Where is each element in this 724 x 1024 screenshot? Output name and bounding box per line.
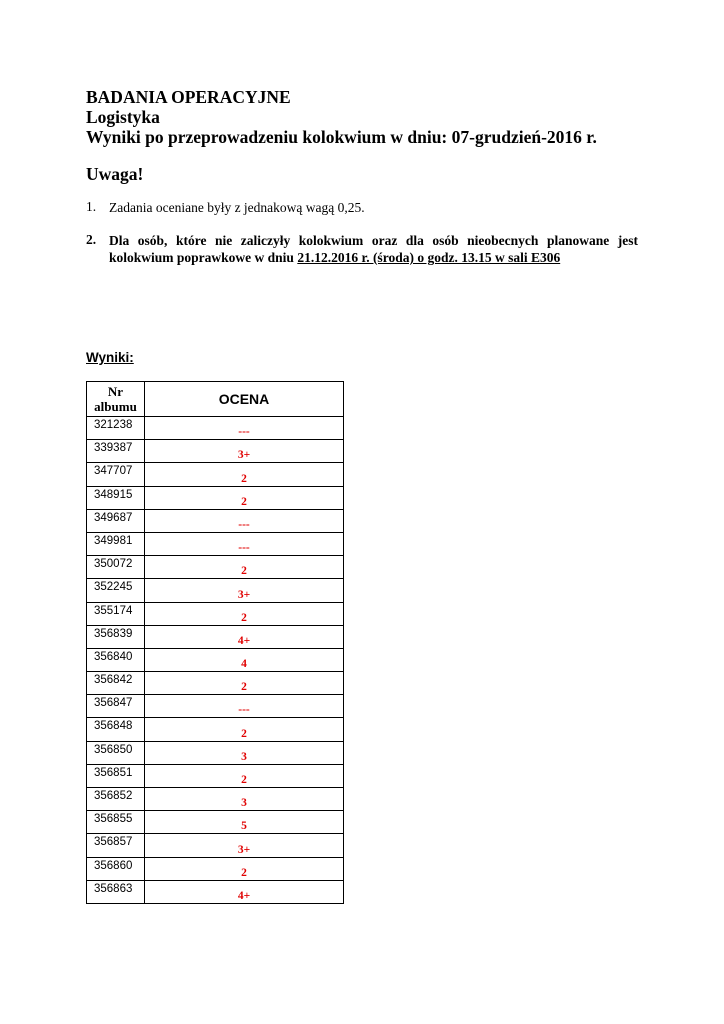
album-number-cell: 347707 xyxy=(87,463,145,486)
album-number-cell: 348915 xyxy=(87,486,145,509)
column-header-album-line2: albumu xyxy=(94,399,137,414)
table-row xyxy=(87,532,344,555)
album-number-cell: 355174 xyxy=(87,602,145,625)
table-header-row xyxy=(87,382,344,417)
album-number-cell: 349981 xyxy=(87,532,145,555)
results-table xyxy=(86,381,344,904)
album-number-cell: 356860 xyxy=(87,857,145,880)
column-header-album xyxy=(87,382,145,417)
table-row xyxy=(87,695,344,718)
grade-cell: 3+ xyxy=(145,440,344,463)
table-row xyxy=(87,486,344,509)
album-number-cell: 356852 xyxy=(87,788,145,811)
album-number-cell: 356863 xyxy=(87,880,145,903)
note-2-number: 2. xyxy=(86,232,97,247)
album-number-cell: 339387 xyxy=(87,440,145,463)
album-number-cell: 356850 xyxy=(87,741,145,764)
grade-cell: 5 xyxy=(145,811,344,834)
grade-cell: 4 xyxy=(145,648,344,671)
table-row xyxy=(87,509,344,532)
grade-cell: 3+ xyxy=(145,579,344,602)
album-number-cell: 356840 xyxy=(87,648,145,671)
table-row xyxy=(87,741,344,764)
column-header-grade: OCENA xyxy=(145,382,344,417)
grade-cell: 4+ xyxy=(145,625,344,648)
grade-cell: 3+ xyxy=(145,834,344,857)
table-row xyxy=(87,579,344,602)
album-number-cell: 349687 xyxy=(87,509,145,532)
column-header-album-line1: Nr xyxy=(107,384,124,399)
table-row xyxy=(87,672,344,695)
note-1-text: Zadania oceniane były z jednakową wagą 0,25. xyxy=(109,200,365,215)
grade-cell: --- xyxy=(145,532,344,555)
album-number-cell: 356842 xyxy=(87,672,145,695)
grade-cell: --- xyxy=(145,509,344,532)
grade-cell: 2 xyxy=(145,764,344,787)
results-heading: Wyniki: xyxy=(86,350,134,365)
album-number-cell: 356839 xyxy=(87,625,145,648)
table-row xyxy=(87,857,344,880)
table-row xyxy=(87,880,344,903)
table-row xyxy=(87,556,344,579)
table-row xyxy=(87,811,344,834)
album-number-cell: 356851 xyxy=(87,764,145,787)
table-row xyxy=(87,417,344,440)
grade-cell: --- xyxy=(145,695,344,718)
warning-heading: Uwaga! xyxy=(86,164,144,184)
album-number-cell: 352245 xyxy=(87,579,145,602)
table-row xyxy=(87,625,344,648)
grade-cell: 2 xyxy=(145,718,344,741)
table-row xyxy=(87,463,344,486)
album-number-cell: 356847 xyxy=(87,695,145,718)
album-number-cell: 321238 xyxy=(87,417,145,440)
subject-name: Logistyka xyxy=(86,107,160,127)
table-row xyxy=(87,718,344,741)
album-number-cell: 356855 xyxy=(87,811,145,834)
note-2-date-location: 21.12.2016 r. (środa) o godz. 13.15 w sali E306 xyxy=(297,250,561,265)
table-row xyxy=(87,440,344,463)
grade-cell: --- xyxy=(145,417,344,440)
album-number-cell: 350072 xyxy=(87,556,145,579)
note-1-number: 1. xyxy=(86,199,97,214)
grade-cell: 4+ xyxy=(145,880,344,903)
grade-cell: 2 xyxy=(145,672,344,695)
document-title: BADANIA OPERACYJNE xyxy=(86,87,291,107)
grade-cell: 2 xyxy=(145,602,344,625)
note-2-text xyxy=(109,232,638,266)
table-row xyxy=(87,648,344,671)
table-row xyxy=(87,602,344,625)
grade-cell: 3 xyxy=(145,788,344,811)
table-row xyxy=(87,834,344,857)
album-number-cell: 356848 xyxy=(87,718,145,741)
album-number-cell: 356857 xyxy=(87,834,145,857)
results-date-line: Wyniki po przeprowadzeniu kolokwium w dniu: 07-grudzień-2016 r. xyxy=(86,127,597,147)
table-row xyxy=(87,764,344,787)
grade-cell: 2 xyxy=(145,463,344,486)
grade-cell: 2 xyxy=(145,486,344,509)
grade-cell: 3 xyxy=(145,741,344,764)
note-2-text-main: Dla osób, które nie zaliczyły kolokwium oraz dla osób nieobecnych planowane jest kolokwium poprawkowe w dniu xyxy=(109,233,638,265)
table-row xyxy=(87,788,344,811)
grade-cell: 2 xyxy=(145,857,344,880)
grade-cell: 2 xyxy=(145,556,344,579)
